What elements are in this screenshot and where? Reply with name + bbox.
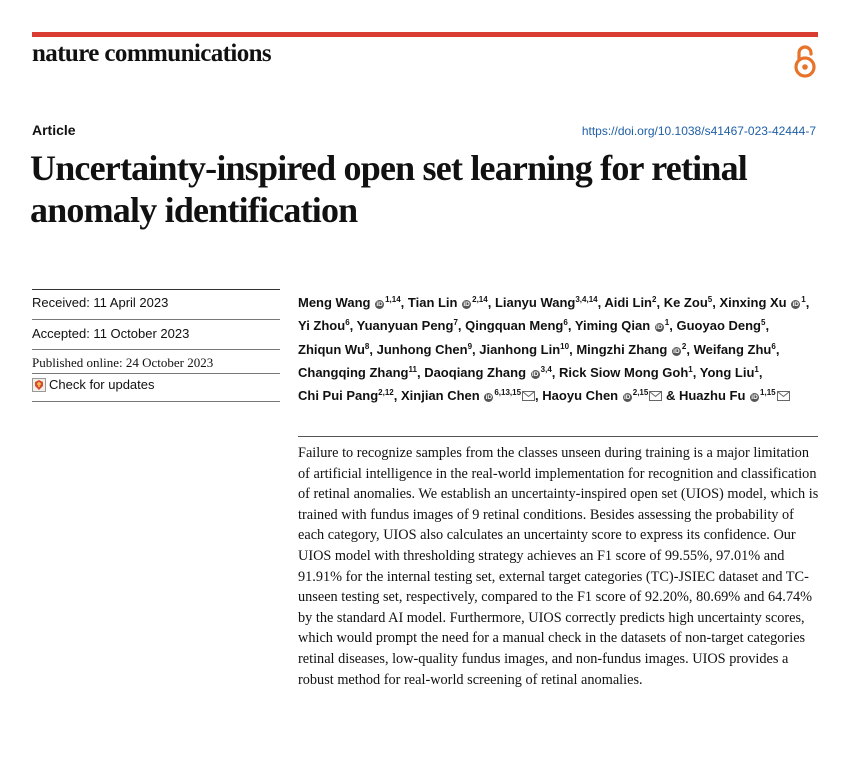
- author[interactable]: [679, 388, 790, 403]
- abstract-divider: [298, 436, 818, 437]
- author[interactable]: [719, 295, 805, 310]
- author[interactable]: [479, 342, 569, 357]
- author-name: Guoyao Deng: [676, 318, 761, 334]
- author-name: Zhiqun Wu: [298, 341, 365, 357]
- affiliation-number: 2: [652, 295, 657, 304]
- abstract: Failure to recognize samples from the classes unseen during training is a major limitation of artificial intelligence in the real-world implementation for recognition and classification of retinal anomalies. We establish an uncertainty-inspired open set (UIOS) model, which is trained with fundus images of 9 retinal conditions. Besides assessing the probability of each category, UIOS also calculates an uncertainty score to express its confidence. Our UIOS model with thresholding strategy achieves an F1 score of 99.55%, 97.01% and 91.91% for the internal testing set, external target categories (TC)-JSIEC dataset and TC-unseen testing set, respectively, compared to the F1 score of 92.20%, 80.69% and 64.74% by the standard AI model. Furthermore, UIOS correctly predicts high uncertainty scores, which would prompt the need for a manual check in the datasets of non-target categories retinal diseases, low-quality fundus images, and non-fundus images. UIOS provides a robust method for real-world screening of retinal anomalies.: [298, 445, 819, 688]
- author[interactable]: [465, 318, 568, 333]
- author-name: Yong Liu: [699, 364, 755, 380]
- author[interactable]: [424, 365, 552, 380]
- affiliation-number: 5: [707, 295, 713, 304]
- author[interactable]: [298, 365, 417, 380]
- envelope-icon[interactable]: [649, 391, 662, 401]
- author[interactable]: [298, 388, 394, 403]
- affiliation-number: 2,15: [632, 388, 649, 398]
- author-name: Yiming Qian: [574, 318, 651, 334]
- affiliation-number: 6: [345, 318, 350, 328]
- crossmark-icon: [32, 378, 46, 392]
- author-name: Weifang Zhu: [693, 341, 772, 357]
- author[interactable]: [401, 388, 535, 403]
- doi-link[interactable]: https://doi.org/10.1038/s41467-023-42444-7: [581, 124, 816, 138]
- affiliation-number: 3,4,14: [575, 295, 598, 304]
- author-list: Meng Wang iD$^{1,14}$, Tian Lin iD$^{2,14}$, Lianyu Wang$^{3,4,14}$, Aidi Lin$^2$, Ke Zou$^5$, Xinxing Xu iD$^1$, Yi Zhou$^6$, Yuanyuan Peng$^7$, Qingquan Meng$^6$, Yiming Qian iD$^1$, Guoyao Deng$^5$, Zhiqun Wu$^8$, Junhong Chen$^9$, Jianhong Lin$^{10}$, Mingzhi Zhang iD$^2$, Weifang Zhu$^6$, Changqing Zhang$^{11}$, Daoqiang Zhang iD$^{3,4}$, Rick Siow Mong Goh$^1$, Yong Liu$^1$, Chi Pui Pang$^{2,12}$, Xinjian Chen iD$^{6,13,15}$ , Haoyu Chen iD$^{2,15}$ & Huazhu Fu iD$^{1,15}$: [298, 295, 810, 404]
- published-date: Published online: 24 October 2023: [32, 349, 280, 373]
- author-name: Chi Pui Pang: [298, 388, 379, 404]
- affiliation-number: 11: [408, 364, 417, 374]
- orcid-icon[interactable]: iD: [624, 394, 631, 402]
- author[interactable]: [298, 318, 350, 333]
- orcid-icon[interactable]: iD: [656, 324, 663, 332]
- author-name: Yuanyuan Peng: [356, 318, 454, 334]
- affiliation-number: 1,15: [760, 388, 776, 398]
- orcid-icon[interactable]: iD: [792, 301, 799, 308]
- affiliation-number: 2,12: [378, 388, 394, 398]
- author-name: Qingquan Meng: [465, 318, 564, 334]
- author[interactable]: [575, 318, 669, 333]
- publication-dates: [32, 289, 280, 402]
- orcid-icon[interactable]: iD: [531, 370, 539, 378]
- author[interactable]: [298, 295, 401, 310]
- affiliation-number: 1: [754, 364, 759, 374]
- author-name: Lianyu Wang: [494, 295, 576, 310]
- article-title: Uncertainty-inspired open set learning for retinal anomaly identification: [30, 148, 747, 230]
- journal-name[interactable]: nature communications: [32, 40, 272, 67]
- affiliation-number: 2,14: [472, 295, 488, 304]
- author-name: Ke Zou: [663, 295, 708, 310]
- affiliation-number: 9: [467, 341, 473, 351]
- envelope-icon[interactable]: [522, 391, 535, 401]
- affiliation-number: 1,14: [385, 295, 401, 304]
- author[interactable]: [559, 365, 693, 380]
- author-name: Xinxing Xu: [719, 295, 787, 310]
- author[interactable]: [676, 318, 765, 333]
- affiliation-number: 6,13,15: [494, 388, 522, 398]
- author-name: Junhong Chen: [376, 341, 468, 357]
- author[interactable]: [694, 342, 776, 357]
- affiliation-number: 7: [453, 318, 458, 328]
- author[interactable]: [377, 342, 472, 357]
- author[interactable]: [700, 365, 759, 380]
- orcid-icon[interactable]: iD: [673, 347, 680, 355]
- author[interactable]: [664, 295, 713, 310]
- author[interactable]: [604, 295, 656, 310]
- article-type: Article: [32, 122, 76, 138]
- affiliation-number: 1: [664, 318, 670, 328]
- affiliation-number: 5: [761, 318, 766, 328]
- author[interactable]: [495, 295, 598, 310]
- author-name: Xinjian Chen: [400, 388, 480, 404]
- check-for-updates-label: Check for updates: [49, 377, 155, 392]
- affiliation-number: 6: [563, 318, 568, 328]
- author-name: Changqing Zhang: [298, 364, 409, 380]
- affiliation-number: 6: [771, 341, 776, 351]
- affiliation-number: 3,4: [540, 364, 552, 374]
- orcid-icon[interactable]: iD: [485, 394, 493, 402]
- author[interactable]: [357, 318, 458, 333]
- author-name: Yi Zhou: [298, 318, 346, 334]
- author-name: Daoqiang Zhang: [424, 364, 527, 380]
- author-name: Huazhu Fu: [678, 388, 746, 404]
- orcid-icon[interactable]: iD: [751, 394, 758, 402]
- open-access-lock-icon: [790, 44, 820, 78]
- check-for-updates-button[interactable]: [32, 373, 280, 402]
- author-name: Haoyu Chen: [542, 388, 619, 404]
- author-name: Mingzhi Zhang: [576, 341, 668, 357]
- accepted-date: Accepted: 11 October 2023: [32, 319, 280, 349]
- orcid-icon[interactable]: iD: [463, 301, 470, 308]
- affiliation-number: 1: [688, 364, 693, 374]
- journal-accent-bar: [32, 32, 818, 37]
- orcid-icon[interactable]: iD: [376, 301, 383, 308]
- author[interactable]: [576, 342, 686, 357]
- author-name: Meng Wang: [298, 295, 371, 310]
- author-name: Rick Siow Mong Goh: [559, 364, 689, 380]
- author-name: Jianhong Lin: [479, 341, 561, 357]
- author[interactable]: [298, 342, 369, 357]
- envelope-icon[interactable]: [777, 391, 790, 401]
- affiliation-number: 8: [364, 341, 370, 351]
- affiliation-number: 1: [801, 295, 806, 304]
- author[interactable]: [542, 388, 662, 403]
- received-date: Received: 11 April 2023: [32, 289, 280, 319]
- author[interactable]: [408, 295, 488, 310]
- author-name: Aidi Lin: [604, 295, 653, 310]
- affiliation-number: 10: [560, 341, 570, 351]
- author-name: Tian Lin: [407, 295, 458, 310]
- affiliation-number: 2: [681, 341, 687, 351]
